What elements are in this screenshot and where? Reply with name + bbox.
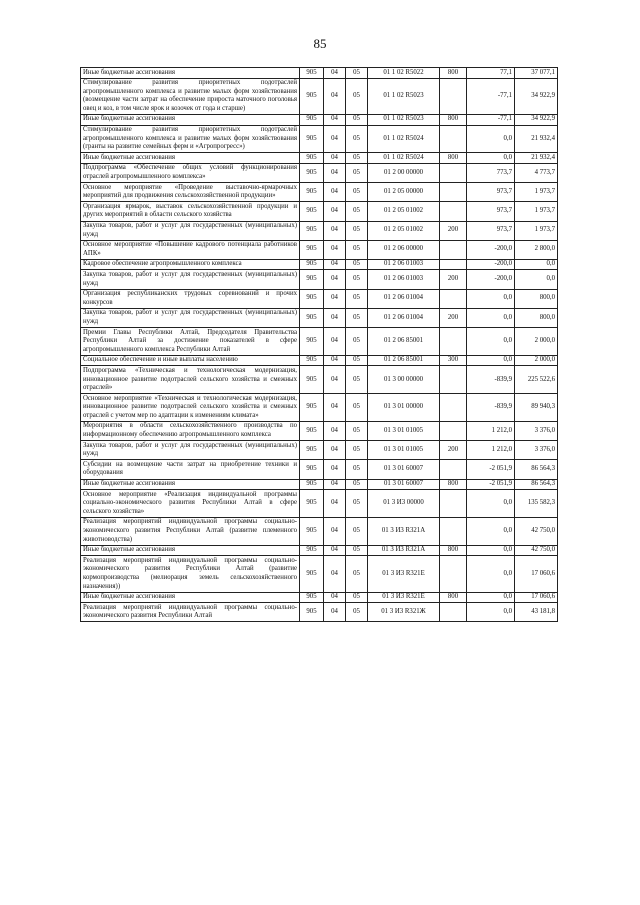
row-change: 77,1 [467,68,515,79]
row-subsection: 05 [346,355,368,366]
row-change: 1 212,0 [467,441,515,460]
row-total: 34 922,9 [515,78,558,114]
row-section: 04 [324,394,346,422]
row-ministry: 905 [300,460,324,479]
row-target-article: 01 2 06 85001 [368,328,440,356]
row-name: Реализация мероприятий индивидуальной программы социально-экономического развития Республики Алтай [81,603,300,622]
row-total: 2 800,0 [515,240,558,259]
row-change: -839,9 [467,394,515,422]
table-row [81,153,558,164]
row-target-article: 01 2 00 00000 [368,163,440,182]
row-expense-type [440,556,467,592]
row-total: 0,0 [515,259,558,270]
table-row [81,421,558,440]
row-section: 04 [324,240,346,259]
row-total: 4 773,7 [515,163,558,182]
table-row [81,221,558,240]
row-ministry: 905 [300,153,324,164]
table-row [81,366,558,394]
row-target-article: 01 3 01 01005 [368,421,440,440]
row-ministry: 905 [300,125,324,153]
row-expense-type: 800 [440,479,467,490]
row-section: 04 [324,68,346,79]
row-ministry: 905 [300,441,324,460]
row-section: 04 [324,163,346,182]
row-change: 0,0 [467,545,515,556]
row-subsection: 05 [346,259,368,270]
row-target-article: 01 3 И3 R321А [368,517,440,545]
row-ministry: 905 [300,490,324,518]
row-total: 86 564,3 [515,479,558,490]
table-row [81,355,558,366]
row-section: 04 [324,259,346,270]
row-total: 135 582,3 [515,490,558,518]
row-section: 04 [324,460,346,479]
row-name: Стимулирование развития приоритетных подотраслей агропромышленного комплекса и развитие малых форм хозяйствования (гранты на развитие семейных ферм и «Агропрогресс») [81,125,300,153]
row-target-article: 01 2 05 01002 [368,202,440,221]
row-change: 0,0 [467,592,515,603]
row-ministry: 905 [300,259,324,270]
row-total: 42 750,0 [515,545,558,556]
row-name: Иные бюджетные ассигнования [81,68,300,79]
row-name: Закупка товаров, работ и услуг для государственных (муниципальных) нужд [81,270,300,289]
row-ministry: 905 [300,221,324,240]
row-expense-type [440,366,467,394]
row-target-article: 01 2 06 00000 [368,240,440,259]
row-change: 0,0 [467,517,515,545]
row-ministry: 905 [300,355,324,366]
row-subsection: 05 [346,78,368,114]
row-ministry: 905 [300,308,324,327]
row-total: 43 181,8 [515,603,558,622]
row-change: -200,0 [467,240,515,259]
row-section: 04 [324,479,346,490]
row-total: 2 000,0 [515,355,558,366]
row-expense-type [440,289,467,308]
row-target-article: 01 2 06 01003 [368,270,440,289]
row-name: Иные бюджетные ассигнования [81,479,300,490]
row-expense-type: 200 [440,441,467,460]
row-subsection: 05 [346,479,368,490]
row-ministry: 905 [300,78,324,114]
row-ministry: 905 [300,592,324,603]
row-total: 800,0 [515,308,558,327]
row-expense-type [440,240,467,259]
row-ministry: 905 [300,240,324,259]
table-row [81,270,558,289]
table-row [81,183,558,202]
row-section: 04 [324,603,346,622]
row-section: 04 [324,517,346,545]
row-expense-type [440,394,467,422]
row-ministry: 905 [300,394,324,422]
row-subsection: 05 [346,68,368,79]
row-change: 0,0 [467,308,515,327]
row-ministry: 905 [300,421,324,440]
row-target-article: 01 3 И3 R321Ж [368,603,440,622]
row-name: Организация республиканских трудовых соревнований и прочих конкурсов [81,289,300,308]
row-expense-type: 300 [440,355,467,366]
row-subsection: 05 [346,153,368,164]
row-target-article: 01 2 06 01004 [368,308,440,327]
table-row [81,592,558,603]
row-ministry: 905 [300,163,324,182]
table-row [81,114,558,125]
row-target-article: 01 2 06 85001 [368,355,440,366]
row-target-article: 01 3 И3 R321Е [368,592,440,603]
row-name: Закупка товаров, работ и услуг для государственных (муниципальных) нужд [81,221,300,240]
row-target-article: 01 2 06 01003 [368,259,440,270]
row-target-article: 01 1 02 R5022 [368,68,440,79]
row-total: 86 564,3 [515,460,558,479]
row-name: Премии Главы Республики Алтай, Председателя Правительства Республики Алтай за достижение показателей в сфере агропромышленного комплекса Республики Алтай [81,328,300,356]
row-target-article: 01 1 02 R5024 [368,125,440,153]
row-name: Подпрограмма «Обеспечение общих условий функционирования отраслей агропромышленного комплекса» [81,163,300,182]
row-change: 0,0 [467,328,515,356]
row-change: 0,0 [467,153,515,164]
row-change: -2 051,9 [467,479,515,490]
row-subsection: 05 [346,183,368,202]
table-row [81,240,558,259]
row-expense-type [440,163,467,182]
table-row [81,202,558,221]
row-name: Реализация мероприятий индивидуальной программы социально-экономического развития Республики Алтай (развитие кормопроизводства (мелиорация земель сельскохозяйственного назначения)) [81,556,300,592]
row-target-article: 01 1 02 R5024 [368,153,440,164]
row-section: 04 [324,545,346,556]
row-change: 0,0 [467,125,515,153]
row-change: 773,7 [467,163,515,182]
row-total: 1 973,7 [515,183,558,202]
row-expense-type: 200 [440,270,467,289]
row-total: 89 940,3 [515,394,558,422]
row-target-article: 01 3 01 01005 [368,441,440,460]
row-name: Субсидии на возмещение части затрат на приобретение техники и оборудования [81,460,300,479]
row-change: -200,0 [467,259,515,270]
row-name: Закупка товаров, работ и услуг для государственных (муниципальных) нужд [81,308,300,327]
table-row [81,68,558,79]
row-expense-type: 800 [440,545,467,556]
row-name: Иные бюджетные ассигнования [81,592,300,603]
row-ministry: 905 [300,328,324,356]
row-total: 2 000,0 [515,328,558,356]
table-row [81,394,558,422]
table-row [81,490,558,518]
row-expense-type: 800 [440,68,467,79]
row-total: 225 522,6 [515,366,558,394]
table-row [81,259,558,270]
row-section: 04 [324,490,346,518]
row-subsection: 05 [346,545,368,556]
row-name: Иные бюджетные ассигнования [81,545,300,556]
row-name: Мероприятия в области сельскохозяйственного производства по информационному обеспечению агропромышленного комплекса [81,421,300,440]
row-total: 1 973,7 [515,202,558,221]
row-change: -200,0 [467,270,515,289]
row-subsection: 05 [346,592,368,603]
row-total: 21 932,4 [515,153,558,164]
row-expense-type: 800 [440,592,467,603]
row-ministry: 905 [300,545,324,556]
row-subsection: 05 [346,328,368,356]
row-total: 42 750,0 [515,517,558,545]
row-subsection: 05 [346,202,368,221]
row-change: 973,7 [467,183,515,202]
row-expense-type [440,125,467,153]
table-row [81,441,558,460]
row-subsection: 05 [346,270,368,289]
row-name: Основное мероприятие «Реализация индивидуальной программы социально-экономического развития Республики Алтай в сфере сельского хозяйства» [81,490,300,518]
table-row [81,460,558,479]
row-section: 04 [324,125,346,153]
table-row [81,125,558,153]
row-ministry: 905 [300,479,324,490]
row-ministry: 905 [300,202,324,221]
row-section: 04 [324,270,346,289]
row-total: 3 376,0 [515,421,558,440]
row-name: Закупка товаров, работ и услуг для государственных (муниципальных) нужд [81,441,300,460]
row-subsection: 05 [346,441,368,460]
row-section: 04 [324,355,346,366]
row-section: 04 [324,114,346,125]
row-subsection: 05 [346,125,368,153]
budget-table-body [81,68,558,622]
row-section: 04 [324,78,346,114]
row-expense-type: 200 [440,221,467,240]
row-section: 04 [324,592,346,603]
row-total: 1 973,7 [515,221,558,240]
row-target-article: 01 3 И3 00000 [368,490,440,518]
row-expense-type: 200 [440,308,467,327]
row-section: 04 [324,289,346,308]
row-expense-type [440,421,467,440]
row-name: Основное мероприятие «Техническая и технологическая модернизация, инновационное развитие подотраслей сельского хозяйства и смежных отраслей с учетом мер по адаптации к изменениям климата» [81,394,300,422]
table-row [81,163,558,182]
table-row [81,328,558,356]
table-row [81,289,558,308]
table-row [81,308,558,327]
row-section: 04 [324,328,346,356]
row-target-article: 01 1 02 R5023 [368,78,440,114]
row-expense-type: 800 [440,153,467,164]
row-target-article: 01 3 00 00000 [368,366,440,394]
row-section: 04 [324,308,346,327]
row-section: 04 [324,153,346,164]
row-name: Иные бюджетные ассигнования [81,114,300,125]
row-change: 973,7 [467,202,515,221]
row-change: 973,7 [467,221,515,240]
row-expense-type [440,460,467,479]
row-name: Реализация мероприятий индивидуальной программы социально-экономического развития Республики Алтай (развитие племенного животноводства) [81,517,300,545]
row-name: Социальное обеспечение и иные выплаты населению [81,355,300,366]
row-name: Подпрограмма «Техническая и технологическая модернизация, инновационное развитие подотраслей сельского хозяйства и смежных отраслей» [81,366,300,394]
row-name: Стимулирование развития приоритетных подотраслей агропромышленного комплекса и развитие малых форм хозяйствования (возмещение части затрат на обеспечение прироста маточного поголовья овец и коз, в том числе ярок и козочек от года и старше) [81,78,300,114]
row-expense-type [440,78,467,114]
row-section: 04 [324,221,346,240]
row-expense-type: 800 [440,114,467,125]
row-subsection: 05 [346,221,368,240]
row-subsection: 05 [346,289,368,308]
row-target-article: 01 3 01 00000 [368,394,440,422]
row-subsection: 05 [346,490,368,518]
row-ministry: 905 [300,68,324,79]
row-change: 0,0 [467,490,515,518]
row-target-article: 01 1 02 R5023 [368,114,440,125]
row-expense-type [440,328,467,356]
row-target-article: 01 3 И3 R321А [368,545,440,556]
table-row [81,517,558,545]
row-ministry: 905 [300,366,324,394]
budget-table [80,67,558,622]
row-change: -839,9 [467,366,515,394]
row-expense-type [440,183,467,202]
row-target-article: 01 3 И3 R321Е [368,556,440,592]
row-expense-type [440,603,467,622]
row-total: 0,0 [515,270,558,289]
row-total: 17 060,6 [515,556,558,592]
row-total: 21 932,4 [515,125,558,153]
row-expense-type [440,490,467,518]
row-total: 34 922,9 [515,114,558,125]
row-target-article: 01 2 05 01002 [368,221,440,240]
row-target-article: 01 3 01 60007 [368,479,440,490]
row-target-article: 01 2 06 01004 [368,289,440,308]
row-total: 17 060,6 [515,592,558,603]
table-row [81,479,558,490]
row-name: Организация ярмарок, выставок сельскохозяйственной продукции и других мероприятий в области сельского хозяйства [81,202,300,221]
row-subsection: 05 [346,163,368,182]
row-expense-type [440,202,467,221]
row-total: 800,0 [515,289,558,308]
row-target-article: 01 2 05 00000 [368,183,440,202]
row-change: 1 212,0 [467,421,515,440]
row-name: Основное мероприятие «Повышение кадрового потенциала работников АПК» [81,240,300,259]
row-section: 04 [324,183,346,202]
row-change: 0,0 [467,355,515,366]
page-number: 85 [313,36,327,51]
row-section: 04 [324,366,346,394]
row-total: 3 376,0 [515,441,558,460]
row-name: Иные бюджетные ассигнования [81,153,300,164]
row-subsection: 05 [346,240,368,259]
row-ministry: 905 [300,289,324,308]
row-section: 04 [324,421,346,440]
table-row [81,556,558,592]
row-subsection: 05 [346,366,368,394]
row-subsection: 05 [346,308,368,327]
row-ministry: 905 [300,183,324,202]
row-name: Основное мероприятие «Проведение выставочно-ярмарочных мероприятий для продвижения сельскохозяйственной продукции» [81,183,300,202]
row-subsection: 05 [346,421,368,440]
row-ministry: 905 [300,603,324,622]
row-change: -77,1 [467,78,515,114]
row-subsection: 05 [346,460,368,479]
row-change: -2 051,9 [467,460,515,479]
row-ministry: 905 [300,556,324,592]
row-section: 04 [324,441,346,460]
row-name: Кадровое обеспечение агропромышленного комплекса [81,259,300,270]
row-subsection: 05 [346,556,368,592]
row-subsection: 05 [346,517,368,545]
row-total: 37 077,1 [515,68,558,79]
row-change: -77,1 [467,114,515,125]
row-section: 04 [324,556,346,592]
row-expense-type [440,517,467,545]
row-subsection: 05 [346,394,368,422]
row-change: 0,0 [467,603,515,622]
table-row [81,78,558,114]
row-change: 0,0 [467,556,515,592]
row-target-article: 01 3 01 60007 [368,460,440,479]
row-subsection: 05 [346,603,368,622]
row-ministry: 905 [300,114,324,125]
row-subsection: 05 [346,114,368,125]
row-section: 04 [324,202,346,221]
table-row [81,603,558,622]
table-row [81,545,558,556]
row-expense-type [440,259,467,270]
row-ministry: 905 [300,270,324,289]
row-change: 0,0 [467,289,515,308]
row-ministry: 905 [300,517,324,545]
